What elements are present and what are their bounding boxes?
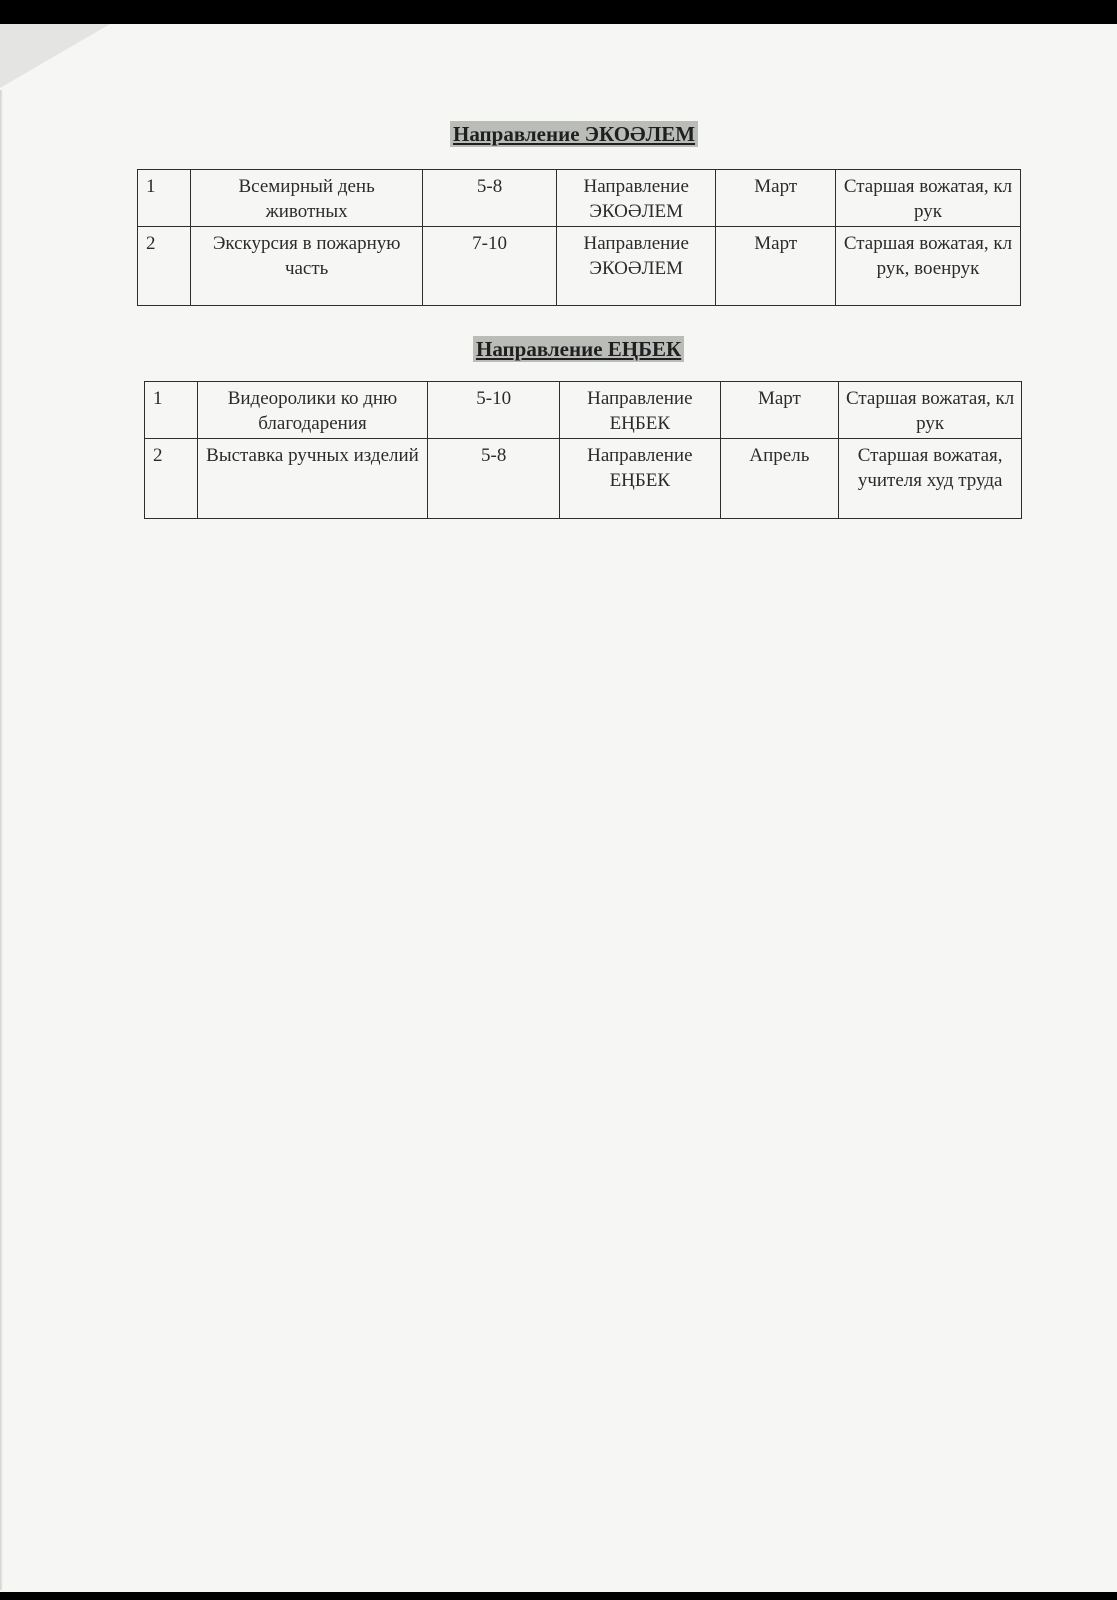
events-table-enbek	[144, 381, 1022, 519]
grades: 5-8	[428, 439, 560, 519]
page-left-edge	[0, 90, 3, 1590]
responsible: Старшая вожатая, кл рук	[839, 382, 1022, 439]
table-row	[145, 439, 1022, 519]
table-row	[138, 170, 1021, 227]
grades: 5-10	[428, 382, 560, 439]
events-table-ekoalem	[137, 169, 1021, 306]
event-name: Всемирный день животных	[191, 170, 423, 227]
grades: 5-8	[423, 170, 557, 227]
month: Март	[716, 170, 836, 227]
row-number: 2	[138, 227, 191, 306]
direction: Направление ЕҢБЕК	[560, 382, 720, 439]
section-title-enbek: Направление ЕҢБЕК	[473, 336, 684, 362]
section-title-ekoalem: Направление ЭКОӘЛЕМ	[450, 121, 698, 147]
month: Апрель	[720, 439, 839, 519]
row-number: 1	[138, 170, 191, 227]
row-number: 2	[145, 439, 198, 519]
page-corner-fold	[0, 24, 110, 88]
grades: 7-10	[423, 227, 557, 306]
table-row	[138, 227, 1021, 306]
row-number: 1	[145, 382, 198, 439]
direction: Направление ЭКОӘЛЕМ	[557, 170, 716, 227]
responsible: Старшая вожатая, кл рук, военрук	[835, 227, 1020, 306]
top-border	[0, 0, 1117, 24]
month: Март	[720, 382, 839, 439]
bottom-border	[0, 1592, 1117, 1600]
table-row	[145, 382, 1022, 439]
event-name: Видеоролики ко дню благодарения	[197, 382, 427, 439]
direction: Направление ЭКОӘЛЕМ	[557, 227, 716, 306]
event-name: Экскурсия в пожарную часть	[191, 227, 423, 306]
responsible: Старшая вожатая, кл рук	[835, 170, 1020, 227]
direction: Направление ЕҢБЕК	[560, 439, 720, 519]
event-name: Выставка ручных изделий	[197, 439, 427, 519]
responsible: Старшая вожатая, учителя худ труда	[839, 439, 1022, 519]
month: Март	[716, 227, 836, 306]
